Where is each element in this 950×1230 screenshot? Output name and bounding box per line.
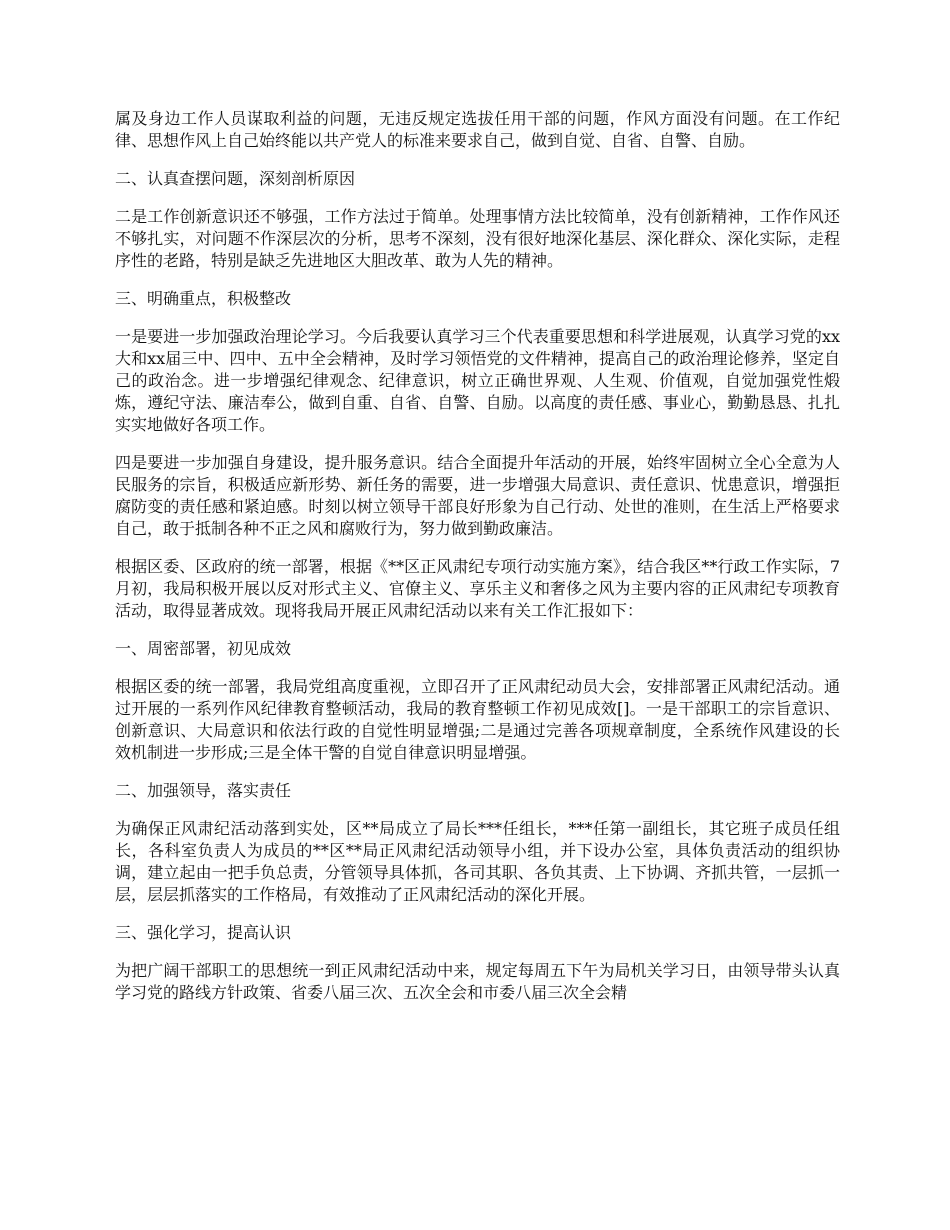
section-heading: 三、明确重点，积极整改 xyxy=(115,289,292,308)
paragraph: 一是要进一步加强政治理论学习。今后我要认真学习三个代表重要思想和科学进展观，认真学习党的xx大和xx届三中、四中、五中全会精神，及时学习领悟党的文件精神，提高自己的政治理论修养，坚定自己的政治念。进一步增强纪律观念、纪律意识，树立正确世界观、人生观、价值观，自觉加强党性煅炼，遵纪守法、廉洁奉公，做到自重、自省、自警、自励。以高度的责任感、事业心，勤勤恳恳、扎扎实实地做好各项工作。 xyxy=(115,327,840,434)
section-heading: 三、强化学习，提高认识 xyxy=(115,923,292,942)
section-heading: 二、加强领导，落实责任 xyxy=(115,781,292,800)
section-heading: 一、周密部署，初见成效 xyxy=(115,639,292,658)
paragraph: 为把广阔干部职工的思想统一到正风肃纪活动中来，规定每周五下午为局机关学习日，由领导带头认真学习党的路线方针政策、省委八届三次、五次全会和市委八届三次全会精 xyxy=(115,961,840,1002)
section-heading: 二、认真查摆问题，深刻剖析原因 xyxy=(115,169,356,188)
paragraph: 根据区委、区政府的统一部署，根据《**区正风肃纪专项行动实施方案》，结合我区**行政工作实际，7月初，我局积极开展以反对形式主义、官僚主义、享乐主义和奢侈之风为主要内容的正风肃纪专项教育活动，取得显著成效。现将我局开展正风肃纪活动以来有关工作汇报如下： xyxy=(115,557,840,620)
paragraph: 为确保正风肃纪活动落到实处，区**局成立了局长***任组长，***任第一副组长，其它班子成员任组长，各科室负责人为成员的**区**局正风肃纪活动领导小组，并下设办公室，具体负责活动的组织协调，建立起由一把手负总责，分管领导具体抓，各司其职、各负其责、上下协调、齐抓共管，一层抓一层，层层抓落实的工作格局，有效推动了正风肃纪活动的深化开展。 xyxy=(115,819,840,904)
paragraph: 四是要进一步加强自身建设，提升服务意识。结合全面提升年活动的开展，始终牢固树立全心全意为人民服务的宗旨，积极适应新形势、新任务的需要，进一步增强大局意识、责任意识、忧患意识，增强拒腐防变的责任感和紧迫感。时刻以树立领导干部良好形象为自己行动、处世的准则，在生活上严格要求自己，敢于抵制各种不正之风和腐败行为，努力做到勤政廉洁。 xyxy=(115,453,840,538)
paragraph: 属及身边工作人员谋取利益的问题，无违反规定选拔任用干部的问题，作风方面没有问题。在工作纪律、思想作风上自己始终能以共产党人的标准来要求自己，做到自觉、自省、自警、自励。 xyxy=(115,109,840,150)
paragraph: 二是工作创新意识还不够强，工作方法过于简单。处理事情方法比较简单，没有创新精神，工作作风还不够扎实，对问题不作深层次的分析，思考不深刻，没有很好地深化基层、深化群众、深化实际，走程序性的老路，特别是缺乏先进地区大胆改革、敢为人先的精神。 xyxy=(115,207,840,270)
paragraph: 根据区委的统一部署，我局党组高度重视，立即召开了正风肃纪动员大会，安排部署正风肃纪活动。通过开展的一系列作风纪律教育整顿活动，我局的教育整顿工作初见成效[]。一是干部职工的宗旨意识、创新意识、大局意识和依法行政的自觉性明显增强;二是通过完善各项规章制度，全系统作风建设的长效机制进一步形成;三是全体干警的自觉自律意识明显增强。 xyxy=(115,677,840,762)
